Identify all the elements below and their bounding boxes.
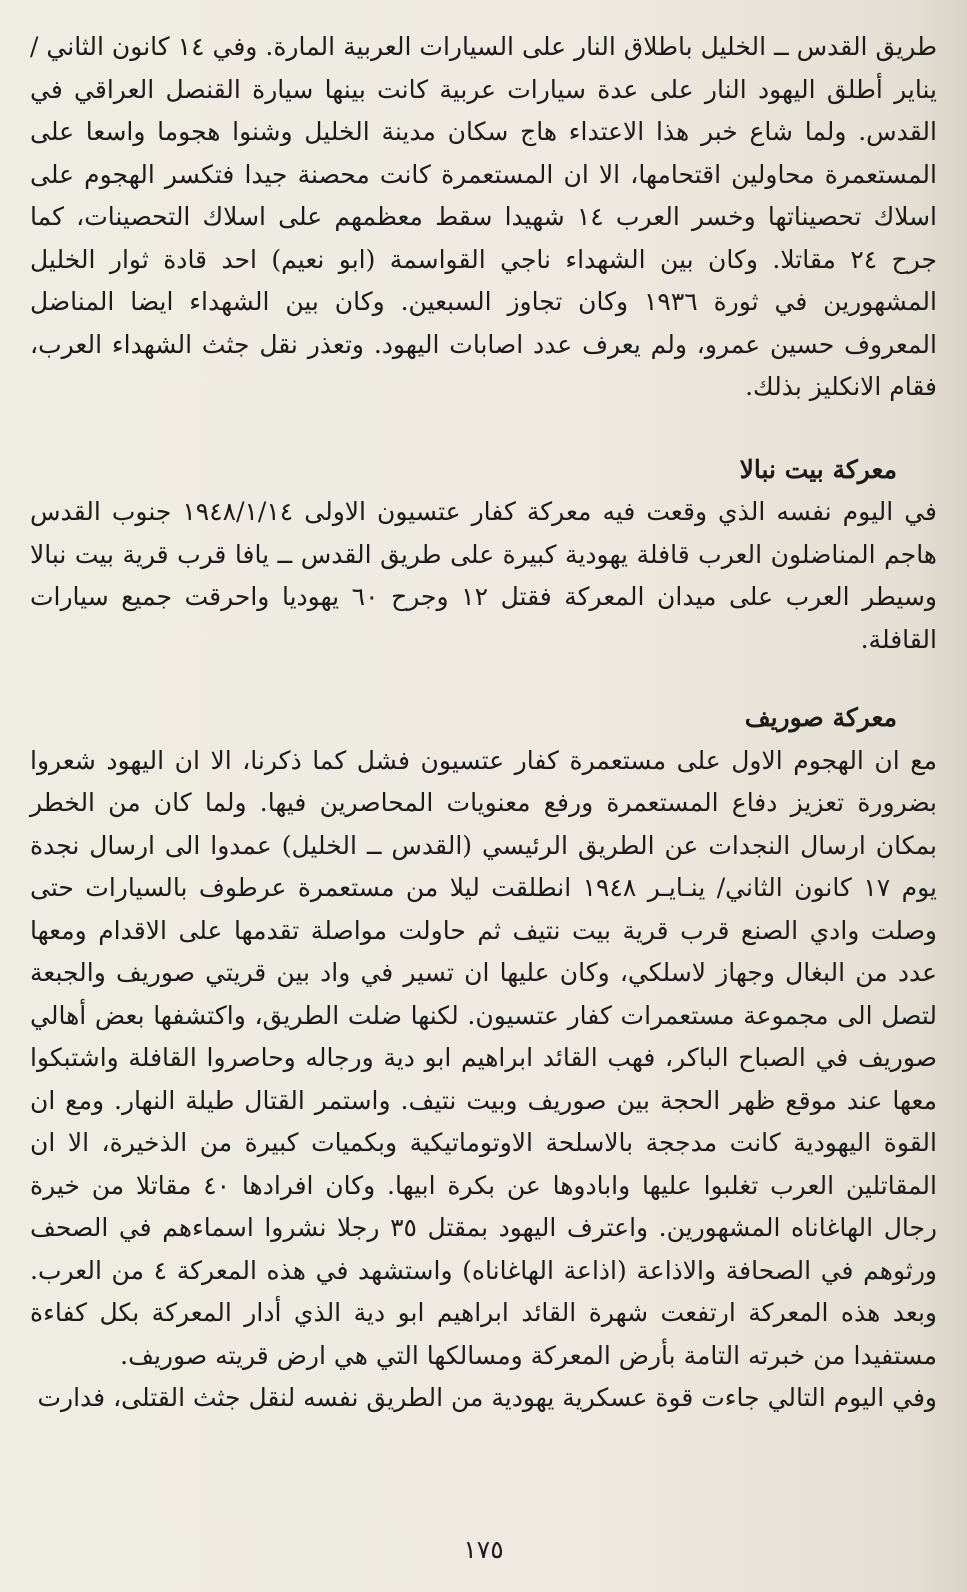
- heading-beit-nabala-battle: معركة بيت نبالا: [739, 454, 897, 484]
- paragraph-next-day: وفي اليوم التالي جاءت قوة عسكرية يهودية من الطريق نفسه لنقل جثث القتلى، فدارت: [37, 1383, 937, 1412]
- paragraph-beit-nabala-battle: في اليوم نفسه الذي وقعت فيه معركة كفار عتسيون الاولى ١٩٤٨/١/١٤ جنوب القدس هاجم المناضلون العرب قافلة يهودية كبيرة على طريق القدس ــ يافا قرب قرية بيت نبالا وسيطر العرب على ميدان المعركة فقتل ١٢ وجرح ٦٠ يهوديا واحرقت جميع سيارات القافلة.: [30, 497, 937, 654]
- section-spacer: [30, 661, 937, 697]
- paragraph-hebron-road-attack: طريق القدس ــ الخليل باطلاق النار على السيارات العربية المارة. وفي ١٤ كانون الثاني / يناير أطلق اليهود النار على عدة سيارات عربية كانت بينها سيارة القنصل العراقي في القدس. ولما شاع خبر هذا الاعتداء هاج سكان مدينة الخليل وشنوا هجوما واسعا على المستعمرة محاولين اقتحامها، الا ان المستعمرة كانت محصنة جيدا فتكسر الهجوم على اسلاك تحصيناتها وخسر العرب ١٤ شهيدا سقط معظمهم على اسلاك التحصينات، كما جرح ٢٤ مقاتلا. وكان بين الشهداء ناجي القواسمة (ابو نعيم) احد قادة ثوار الخليل المشهورين في ثورة ١٩٣٦ وكان تجاوز السبعين. وكان بين الشهداء ايضا المناضل المعروف حسين عمرو، ولم يعرف عدد اصابات اليهود. وتعذر نقل جثث الشهداء العرب، فقام الانكليز بذلك.: [30, 32, 938, 401]
- page-number: ١٧٥: [463, 1535, 504, 1564]
- section-spacer: [30, 409, 937, 449]
- paragraph-surif-battle: مع ان الهجوم الاول على مستعمرة كفار عتسيون فشل كما ذكرنا، الا ان اليهود شعروا بضرورة تعزيز دفاع المستعمرة ورفع معنويات المحاصرين فيها. ولما كان من الخطر بمكان ارسال النجدات عن الطريق الرئيسي (القدس ــ الخليل) عمدوا الى ارسال نجدة يوم ١٧ كانون الثاني/ ينـايـر ١٩٤٨ انطلقت ليلا من مستعمرة عرطوف بالسيارات حتى وصلت وادي الصنع قرب قرية بيت نتيف ثم حاولت مواصلة تقدمها على الاقدام ومعها عدد من البغال وجهاز لاسلكي، وكان عليها ان تسير في واد بين قريتي صوريف والجبعة لتصل الى مجموعة مستعمرات كفار عتسيون. لكنها ضلت الطريق، واكتشفها بعض أهالي صوريف في الصباح الباكر، فهب القائد ابراهيم ابو دية ورجاله وحاصروا القافلة واشتبكوا معها عند موقع ظهر الحجة بين صوريف وبيت نتيف. واستمر القتال طيلة النهار. ومع ان القوة اليهودية كانت مدججة بالاسلحة الاوتوماتيكية وبكميات كبيرة من الذخيرة، الا ان المقاتلين العرب تغلبوا عليها وابادوها عن بكرة ابيها. وكان افرادها ٤٠ مقاتلا من خيرة رجال الهاغاناه المشهورين. واعترف اليهود بمقتل ٣٥ رجلا نشروا اسماءهم في الصحف ورثوهم في الصحافة والاذاعة (اذاعة الهاغاناه) واستشهد في هذه المعركة ٤ من العرب. وبعد هذه المعركة ارتفعت شهرة القائد ابراهيم ابو دية الذي أدار المعركة بكل كفاءة مستفيدا من خبرته التامة بأرض المعركة ومسالكها التي هي ارض قريته صوريف.: [30, 745, 938, 1370]
- heading-surif-battle: معركة صوريف: [744, 703, 897, 732]
